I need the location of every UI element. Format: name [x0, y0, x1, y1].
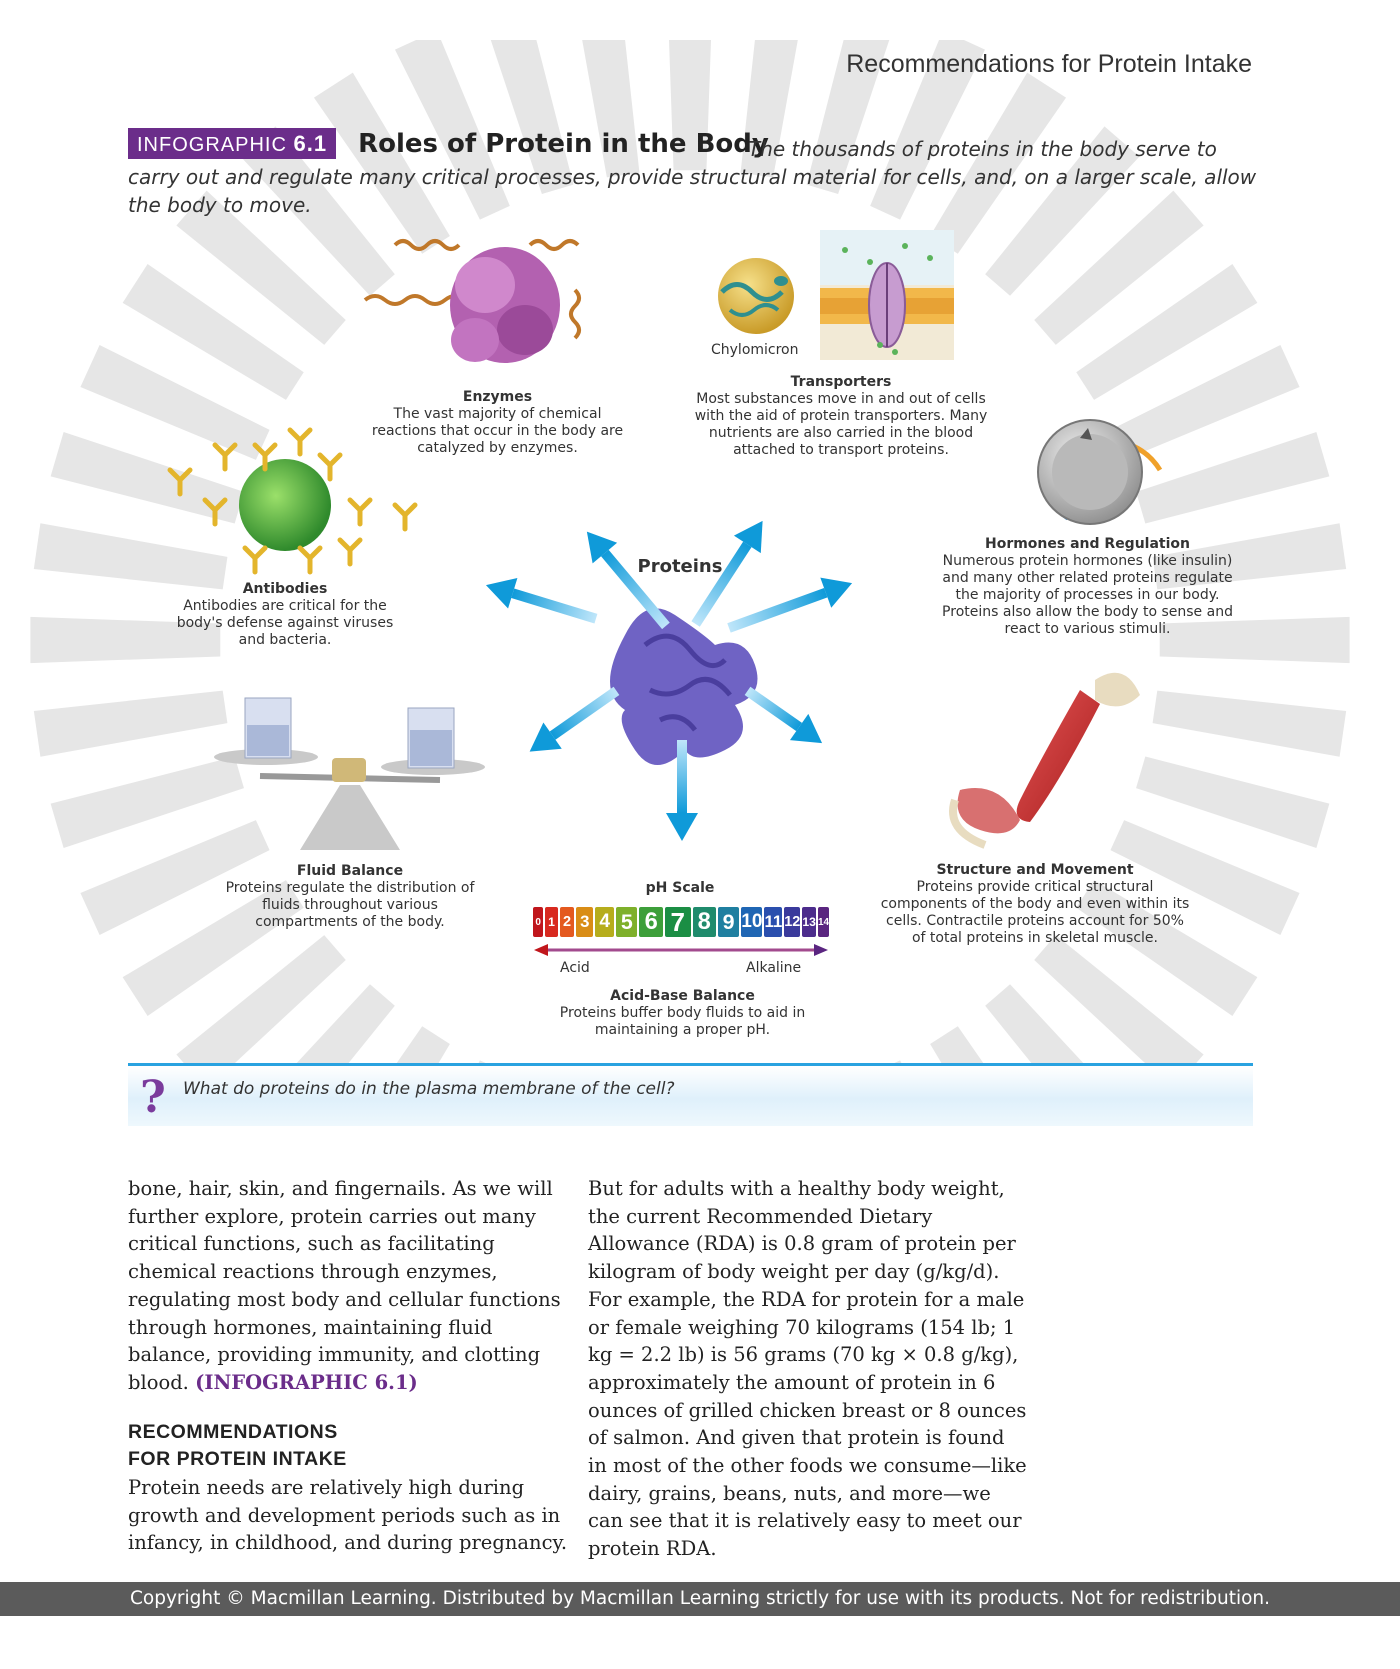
transporters-text: Most substances move in and out of cells with the aid of protein transporters. Many nutrients are also carried in the blood attached to transport proteins.	[694, 391, 988, 458]
transporters-heading: Transporters	[790, 374, 892, 390]
ph-direction-arrow	[534, 944, 828, 956]
section-heading-line1: RECOMMENDATIONS	[128, 1420, 338, 1443]
section-heading-line2: FOR PROTEIN INTAKE	[128, 1448, 347, 1471]
ph-cell-10: 10	[741, 907, 762, 937]
arm-muscle-illustration	[953, 673, 1140, 845]
infographic-reference-link[interactable]: (INFOGRAPHIC 6.1)	[195, 1370, 418, 1394]
ph-scale-bar	[533, 907, 829, 937]
ph-cell-7: 7	[665, 907, 691, 937]
ph-cell-4: 4	[595, 907, 614, 937]
infographic-caption: The thousands of proteins in the body serve to carry out and regulate many critical processes, provide structural material for cells, and, on a larger scale, allow the body to move.	[128, 137, 1257, 217]
ph-cell-14: 14	[818, 907, 829, 937]
right-column	[588, 1175, 1028, 1563]
fluid-scale-illustration	[214, 698, 485, 850]
ph-cell-13: 13	[802, 907, 816, 937]
hormones-text: Numerous protein hormones (like insulin) and many other related proteins regulate the majority of processes in our body. Proteins also allow the body to sense and react to various stimuli.	[942, 553, 1233, 637]
acid-base-label	[545, 988, 820, 1039]
ph-cell-2: 2	[560, 907, 575, 937]
copyright-footer: Copyright © Macmillan Learning. Distributed by Macmillan Learning strictly for use with its products. Not for redistribution.	[0, 1582, 1400, 1616]
badge-number: 6.1	[293, 131, 328, 156]
left-paragraph-2: Protein needs are relatively high during growth and development periods such as in infancy, in childhood, and during pregnancy.	[128, 1476, 568, 1555]
ph-cell-6: 6	[639, 907, 662, 937]
ph-cell-8: 8	[693, 907, 716, 937]
ph-cell-12: 12	[784, 907, 800, 937]
question-bar	[128, 1063, 1253, 1126]
fluid-balance-text: Proteins regulate the distribution of fluids throughout various compartments of the body.	[225, 880, 475, 930]
left-paragraph	[128, 1175, 568, 1397]
transporters-label	[685, 374, 997, 459]
membrane-transporter-illustration	[820, 230, 954, 360]
enzymes-text: The vast majority of chemical reactions that occur in the body are catalyzed by enzymes.	[371, 406, 624, 456]
acid-label: Acid	[560, 960, 590, 976]
structure-movement-heading: Structure and Movement	[936, 862, 1134, 878]
antibodies-heading: Antibodies	[242, 581, 328, 597]
question-mark-icon: ?	[140, 1072, 166, 1123]
chylomicron-label: Chylomicron	[711, 342, 799, 358]
ph-scale-title: pH Scale	[645, 880, 715, 896]
infographic-title: Roles of Protein in the Body	[358, 128, 769, 159]
left-column	[128, 1175, 568, 1557]
structure-movement-text: Proteins provide critical structural components of the body and even within its cells. Contractile proteins account for 50% of total proteins in skeletal muscle.	[880, 879, 1190, 946]
ph-cell-5: 5	[616, 907, 637, 937]
ph-cell-3: 3	[576, 907, 593, 937]
ph-cell-11: 11	[764, 907, 782, 937]
regulation-knob-illustration	[1038, 420, 1160, 524]
hormones-heading: Hormones and Regulation	[984, 536, 1190, 552]
left-paragraph-text: bone, hair, skin, and fingernails. As we will further explore, protein carries out many critical functions, such as facilitating chemical reactions through enzymes, regulating most body and cellular functions through hormones, maintaining fluid balance, providing immunity, and clotting blood.	[128, 1177, 561, 1394]
chylomicron-illustration	[718, 258, 794, 334]
question-text: What do proteins do in the plasma membrane of the cell?	[183, 1079, 675, 1099]
running-head: Recommendations for Protein Intake	[846, 50, 1252, 78]
acid-base-heading: Acid-Base Balance	[610, 988, 755, 1004]
badge-word: INFOGRAPHIC	[137, 134, 287, 156]
enzymes-label	[370, 389, 625, 457]
acid-base-text: Proteins buffer body fluids to aid in maintaining a proper pH.	[559, 1005, 806, 1038]
fluid-balance-label	[220, 863, 480, 931]
proteins-center-label: Proteins	[637, 556, 723, 577]
enzyme-illustration	[365, 241, 579, 363]
ph-cell-1: 1	[545, 907, 557, 937]
antibodies-label	[170, 581, 400, 649]
antibodies-text: Antibodies are critical for the body's defense against viruses and bacteria.	[176, 598, 394, 648]
fluid-balance-heading: Fluid Balance	[296, 863, 404, 879]
alkaline-label: Alkaline	[746, 960, 802, 976]
hormones-label	[935, 536, 1240, 638]
enzymes-heading: Enzymes	[462, 389, 533, 405]
ph-cell-0: 0	[533, 907, 543, 937]
structure-movement-label	[880, 862, 1190, 947]
ph-cell-9: 9	[718, 907, 739, 937]
right-paragraph: But for adults with a healthy body weight, the current Recommended Dietary Allowance (RDA) is 0.8 gram of protein per kilogram of body weight per day (g/kg/d). For example, the RDA for protein for a male or female weighing 70 kilograms (154 lb; 1 kg = 2.2 lb) is 56 grams (70 kg × 0.8 g/kg), approximately the amount of protein in 6 ounces of grilled chicken breast or 8 ounces of salmon. And given that protein is found in most of the other foods we consume—like dairy, grains, beans, nuts, and more—we can see that it is relatively easy to meet our protein RDA.	[588, 1177, 1027, 1561]
